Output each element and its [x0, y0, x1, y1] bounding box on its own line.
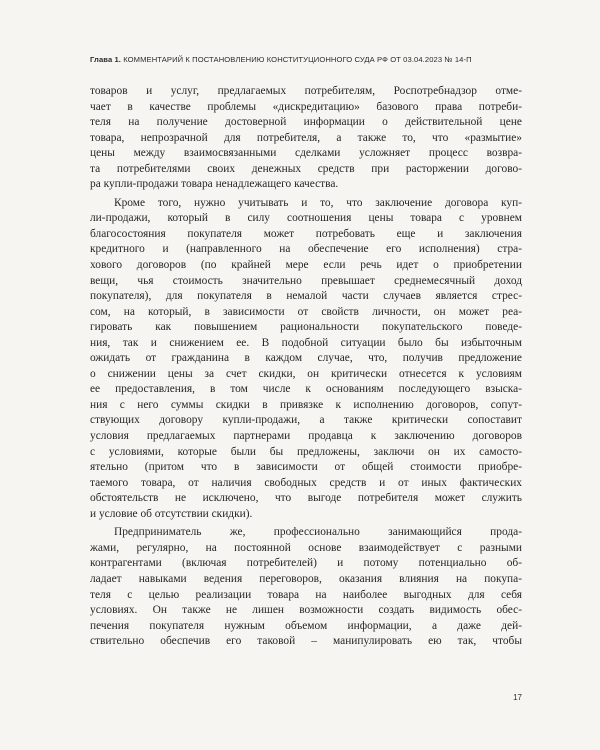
text-line: благосостояния покупателя может потребовать еще и заключения [90, 227, 522, 240]
running-head-title: КОММЕНТАРИЙ К ПОСТАНОВЛЕНИЮ КОНСТИТУЦИОННОГО СУДА РФ ОТ 03.04.2023 № 14-П [123, 55, 472, 64]
text-line: ятельно (притом что в зависимости от общей стоимости приобре- [90, 461, 522, 474]
text-line: условия предлагаемых партнерами продавца к заключению договоров [90, 430, 522, 443]
text-line: таемого товара, от наличия свободных средств и от иных фактических [90, 476, 522, 489]
paragraph-3 [90, 525, 522, 649]
text-line: вещи, чья стоимость значительно превышает среднемесячный доход [90, 274, 522, 287]
text-line: ствительно обеспечив его таковой – манипулировать ею так, чтобы [90, 635, 522, 648]
text-line: ладает навыками ведения переговоров, оказания влияния на покупа- [90, 572, 522, 585]
text-line: сом, на который, в зависимости от свойств личности, он может реа- [90, 305, 522, 318]
text-line: ния, так и снижением ее. В подобной ситуации было бы избыточным [90, 336, 522, 349]
text-line: гировать как повышением рациональности покупательского поведе- [90, 321, 522, 334]
body-text [90, 84, 522, 650]
text-line: ра купли-продажи товара ненадлежащего качества. [90, 178, 339, 191]
text-line: ее предоставления, в том числе к основаниям последующего взыска- [90, 383, 522, 396]
running-head [90, 55, 560, 64]
text-line: ствующих договору купли-продажи, а также критически сопоставит [90, 414, 522, 427]
text-line: чает в качестве проблемы «дискредитацию» базового права потреби- [90, 100, 522, 113]
text-line: контрагентами (включая потребителей) и потому потенциально об- [90, 557, 522, 570]
text-line: хового договоров (по крайней мере если речь идет о приобретении [90, 259, 522, 272]
text-line: ния с него суммы скидки в привязке к исполнению договоров, сопут- [90, 398, 522, 411]
text-line: Предприниматель же, профессионально занимающийся прода- [114, 526, 522, 539]
paragraph-1 [90, 84, 522, 193]
text-line: товаров и услуг, предлагаемых потребителям, Роспотребнадзор отме- [90, 85, 522, 97]
text-line: теля на получение достоверной информации о действительной цене [90, 116, 522, 129]
text-line: та потребителями своих денежных средств при расторжении догово- [90, 162, 522, 175]
text-line: и условие об отсутствии скидки). [90, 507, 253, 520]
text-line: кредитного и (направленного на обеспечение его исполнения) стра- [90, 243, 522, 256]
running-head-chapter: Глава 1. [90, 55, 122, 64]
page-number: 17 [513, 693, 522, 702]
text-line: с условиями, которые были бы предложены, заключи он их самосто- [90, 445, 522, 458]
text-line: покупателя), для покупателя в немалой части случаев является стрес- [90, 290, 522, 303]
text-line: условиях. Он также не лишен возможности создать видимость обес- [90, 604, 522, 617]
text-line: о снижении цены за счет скидки, он критически отнесется к условиям [90, 367, 522, 380]
text-line: теля с целью реализации товара на наиболее выгодных для себя [90, 588, 522, 601]
text-line: печения покупателя нужным объемом информации, а даже дей- [90, 619, 522, 632]
text-line: цены между взаимосвязанными сделками усложняет процесс возвра- [90, 147, 522, 160]
text-line: обстоятельств не исключено, что выгоде потребителя может служить [90, 492, 522, 505]
text-line: товара, непрозрачной для потребителя, а также то, что «размытие» [90, 131, 522, 144]
text-line: ожидать от гражданина в каждом случае, что, получив предложение [90, 352, 522, 365]
text-line: ли-продажи, который в силу соотношения цены товара с уровнем [90, 212, 522, 225]
paragraph-2 [90, 196, 522, 522]
text-line: жами, регулярно, на постоянной основе взаимодействует с разными [90, 541, 522, 554]
text-line: Кроме того, нужно учитывать и то, что заключение договора куп- [114, 196, 522, 209]
